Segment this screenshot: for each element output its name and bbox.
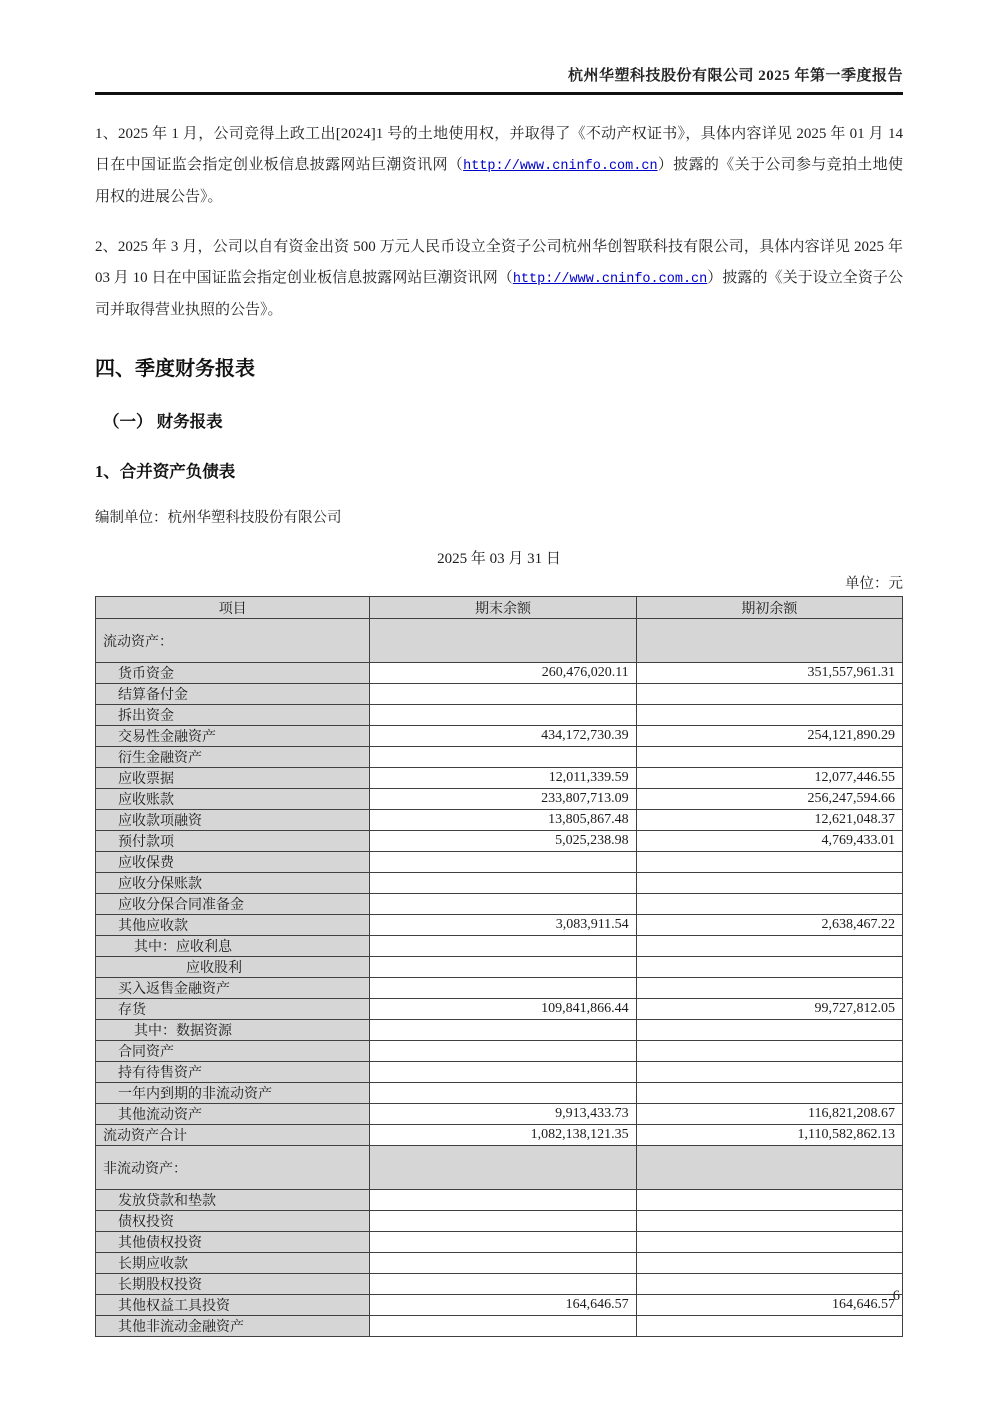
- item-label-cell: 其中：数据资源: [96, 1020, 370, 1041]
- beginning-balance-cell: [636, 1062, 902, 1083]
- column-header-beginning-balance: 期初余额: [636, 597, 902, 619]
- item-label-cell: 其他权益工具投资: [96, 1295, 370, 1316]
- beginning-balance-cell: [636, 1253, 902, 1274]
- prepared-by: 编制单位：杭州华塑科技股份有限公司: [95, 510, 342, 526]
- ending-balance-cell: [370, 1232, 636, 1253]
- ending-balance-cell: 12,011,339.59: [370, 768, 636, 789]
- item-label-cell: 其中：应收利息: [96, 936, 370, 957]
- table-row: [96, 936, 903, 957]
- page-number: 6: [892, 1288, 900, 1304]
- beginning-balance-cell: [636, 936, 902, 957]
- table-row: [96, 873, 903, 894]
- statement-heading: 1、合并资产负债表: [95, 462, 236, 481]
- ending-balance-cell: [370, 957, 636, 978]
- table-row: [96, 789, 903, 810]
- table-row: [96, 1104, 903, 1125]
- item-label-cell: 结算备付金: [96, 684, 370, 705]
- beginning-balance-cell: [636, 1316, 902, 1337]
- table-row: [96, 1295, 903, 1316]
- item-label-cell: 预付款项: [96, 831, 370, 852]
- statement-date: 2025 年 03 月 31 日: [437, 551, 561, 567]
- beginning-balance-cell: [636, 1041, 902, 1062]
- ending-balance-cell: [370, 705, 636, 726]
- beginning-balance-cell: [636, 1274, 902, 1295]
- ending-balance-cell: [370, 852, 636, 873]
- ending-balance-cell: [370, 1062, 636, 1083]
- table-row: [96, 1062, 903, 1083]
- table-row: [96, 1041, 903, 1062]
- table-row: [96, 999, 903, 1020]
- item-label-cell: 流动资产合计: [96, 1125, 370, 1146]
- beginning-balance-cell: 1,110,582,862.13: [636, 1125, 902, 1146]
- item-label-cell: 持有待售资产: [96, 1062, 370, 1083]
- ending-balance-cell: 13,805,867.48: [370, 810, 636, 831]
- cninfo-link[interactable]: http://www.cninfo.com.cn: [512, 272, 708, 287]
- ending-balance-cell: [370, 936, 636, 957]
- item-label-cell: 其他流动资产: [96, 1104, 370, 1125]
- item-label-cell: 应收票据: [96, 768, 370, 789]
- beginning-balance-cell: [636, 852, 902, 873]
- beginning-balance-cell: [636, 1020, 902, 1041]
- table-row: [96, 957, 903, 978]
- table-row: [96, 663, 903, 684]
- section-row: [96, 1146, 903, 1190]
- beginning-balance-cell: [636, 684, 902, 705]
- table-row: [96, 1211, 903, 1232]
- section-heading: 四、季度财务报表: [95, 358, 255, 380]
- item-label-cell: 一年内到期的非流动资产: [96, 1083, 370, 1104]
- ending-balance-cell: 109,841,866.44: [370, 999, 636, 1020]
- item-label-cell: 存货: [96, 999, 370, 1020]
- beginning-balance-cell: 12,621,048.37: [636, 810, 902, 831]
- table-row: [96, 1190, 903, 1211]
- table-row: [96, 1083, 903, 1104]
- item-label-cell: 非流动资产：: [96, 1146, 370, 1190]
- item-label-cell: 拆出资金: [96, 705, 370, 726]
- item-label-cell: 应收分保账款: [96, 873, 370, 894]
- item-label-cell: 合同资产: [96, 1041, 370, 1062]
- item-label-cell: 交易性金融资产: [96, 726, 370, 747]
- beginning-balance-cell: 99,727,812.05: [636, 999, 902, 1020]
- ending-balance-cell: [370, 1083, 636, 1104]
- table-row: [96, 747, 903, 768]
- beginning-balance-cell: 12,077,446.55: [636, 768, 902, 789]
- table-header-row: [96, 597, 903, 619]
- beginning-balance-cell: 254,121,890.29: [636, 726, 902, 747]
- ending-balance-cell: [370, 978, 636, 999]
- item-label-cell: 应收账款: [96, 789, 370, 810]
- ending-balance-cell: [370, 1041, 636, 1062]
- table-row: [96, 1316, 903, 1337]
- section-row: [96, 619, 903, 663]
- item-label-cell: 货币资金: [96, 663, 370, 684]
- table-row: [96, 1020, 903, 1041]
- beginning-balance-cell: [636, 619, 902, 663]
- beginning-balance-cell: 4,769,433.01: [636, 831, 902, 852]
- beginning-balance-cell: [636, 705, 902, 726]
- table-row: [96, 726, 903, 747]
- ending-balance-cell: 260,476,020.11: [370, 663, 636, 684]
- beginning-balance-cell: [636, 1146, 902, 1190]
- item-label-cell: 买入返售金融资产: [96, 978, 370, 999]
- item-label-cell: 发放贷款和垫款: [96, 1190, 370, 1211]
- ending-balance-cell: 3,083,911.54: [370, 915, 636, 936]
- beginning-balance-cell: 116,821,208.67: [636, 1104, 902, 1125]
- beginning-balance-cell: [636, 747, 902, 768]
- item-label-cell: 衍生金融资产: [96, 747, 370, 768]
- ending-balance-cell: [370, 684, 636, 705]
- cninfo-link[interactable]: http://www.cninfo.com.cn: [463, 159, 658, 174]
- table-row: [96, 684, 903, 705]
- ending-balance-cell: [370, 1020, 636, 1041]
- item-label-cell: 其他非流动金融资产: [96, 1316, 370, 1337]
- ending-balance-cell: 5,025,238.98: [370, 831, 636, 852]
- ending-balance-cell: 434,172,730.39: [370, 726, 636, 747]
- item-label-cell: 应收股利: [96, 957, 370, 978]
- beginning-balance-cell: [636, 873, 902, 894]
- ending-balance-cell: [370, 873, 636, 894]
- table-row: [96, 978, 903, 999]
- beginning-balance-cell: [636, 1211, 902, 1232]
- table-row: [96, 1232, 903, 1253]
- table-row: [96, 915, 903, 936]
- paragraph-text: 1、2025 年 1 月，公司竞得上政工出[2024]1 号的土地使用权，并取得了《不动产权证书》，具体内容详见 2025 年 01 月 14 日在中国证监会指定创业板信息披露网站巨潮资讯网（: [95, 126, 903, 173]
- table-row: [96, 1253, 903, 1274]
- header-divider: [95, 92, 903, 95]
- column-header-item: 项目: [96, 597, 370, 619]
- ending-balance-cell: [370, 1211, 636, 1232]
- ending-balance-cell: [370, 1274, 636, 1295]
- table-row: [96, 768, 903, 789]
- beginning-balance-cell: 256,247,594.66: [636, 789, 902, 810]
- beginning-balance-cell: 164,646.57: [636, 1295, 902, 1316]
- item-label-cell: 应收款项融资: [96, 810, 370, 831]
- ending-balance-cell: [370, 619, 636, 663]
- table-row: [96, 705, 903, 726]
- table-row: [96, 1125, 903, 1146]
- balance-sheet-table: [95, 596, 903, 1337]
- ending-balance-cell: [370, 1190, 636, 1211]
- ending-balance-cell: [370, 1253, 636, 1274]
- table-row: [96, 852, 903, 873]
- table-row: [96, 1274, 903, 1295]
- item-label-cell: 应收保费: [96, 852, 370, 873]
- beginning-balance-cell: 2,638,467.22: [636, 915, 902, 936]
- subsection-heading: （一） 财务报表: [103, 412, 223, 431]
- ending-balance-cell: 233,807,713.09: [370, 789, 636, 810]
- column-header-ending-balance: 期末余额: [370, 597, 636, 619]
- item-label-cell: 其他应收款: [96, 915, 370, 936]
- item-label-cell: 债权投资: [96, 1211, 370, 1232]
- beginning-balance-cell: [636, 894, 902, 915]
- item-label-cell: 应收分保合同准备金: [96, 894, 370, 915]
- item-label-cell: 长期应收款: [96, 1253, 370, 1274]
- item-label-cell: 其他债权投资: [96, 1232, 370, 1253]
- ending-balance-cell: 164,646.57: [370, 1295, 636, 1316]
- beginning-balance-cell: [636, 1232, 902, 1253]
- table-row: [96, 831, 903, 852]
- statement-unit: 单位：元: [845, 576, 903, 592]
- ending-balance-cell: 9,913,433.73: [370, 1104, 636, 1125]
- table-row: [96, 894, 903, 915]
- beginning-balance-cell: [636, 1083, 902, 1104]
- item-label-cell: 长期股权投资: [96, 1274, 370, 1295]
- ending-balance-cell: 1,082,138,121.35: [370, 1125, 636, 1146]
- paragraph-text: ）披露的《关于设立全资子公司并取得营业执照的公告》。: [95, 270, 903, 318]
- ending-balance-cell: [370, 747, 636, 768]
- beginning-balance-cell: [636, 1190, 902, 1211]
- beginning-balance-cell: [636, 978, 902, 999]
- page-header-title: 杭州华塑科技股份有限公司 2025 年第一季度报告: [567, 68, 903, 84]
- item-label-cell: 流动资产：: [96, 619, 370, 663]
- ending-balance-cell: [370, 1146, 636, 1190]
- beginning-balance-cell: 351,557,961.31: [636, 663, 902, 684]
- paragraph-subsidiary: [95, 232, 903, 326]
- ending-balance-cell: [370, 1316, 636, 1337]
- paragraph-text: 2、2025 年 3 月，公司以自有资金出资 500 万元人民币设立全资子公司杭州华创智联科技有限公司，具体内容详见 2025 年 03 月 10 日在中国证监会指定创业板信息披露网站巨潮资讯网（: [95, 239, 903, 286]
- ending-balance-cell: [370, 894, 636, 915]
- paragraph-land-use-right: [95, 119, 903, 213]
- beginning-balance-cell: [636, 957, 902, 978]
- paragraph-text: ）披露的《关于公司参与竞拍土地使用权的进展公告》。: [95, 157, 903, 205]
- table-row: [96, 810, 903, 831]
